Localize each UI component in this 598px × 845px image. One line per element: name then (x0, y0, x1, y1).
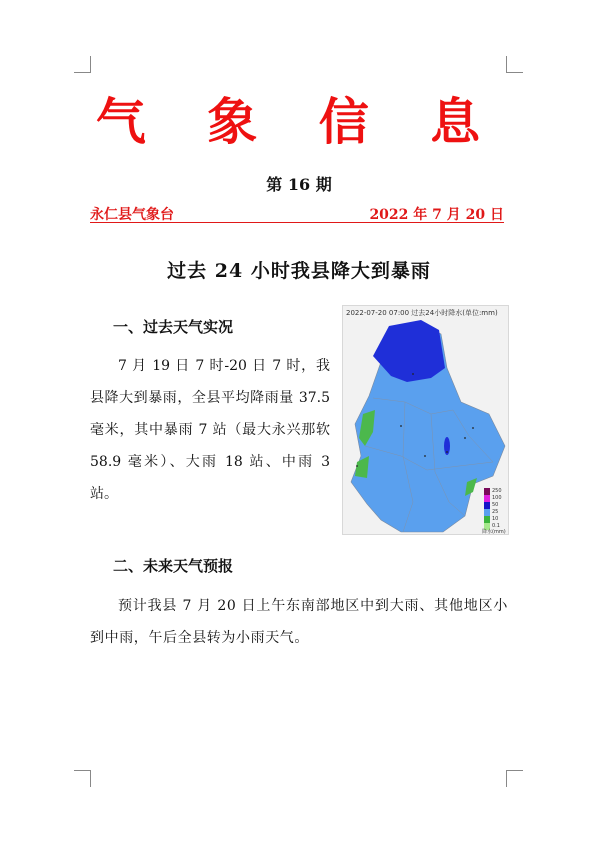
issue-number: 第 16 期 (266, 175, 332, 194)
legend-swatch (484, 502, 490, 509)
legend-entry (484, 502, 506, 509)
legend-label: 100 (492, 495, 502, 501)
precipitation-map (342, 305, 509, 535)
section-title-past-weather: 一、过去天气实况 (113, 318, 234, 336)
publisher-line (90, 204, 504, 223)
section-title-forecast: 二、未来天气预报 (113, 557, 234, 575)
legend-swatch (484, 495, 490, 502)
station-marker (424, 455, 426, 457)
publisher: 永仁县气象台 (90, 207, 174, 223)
legend-entry (484, 488, 506, 495)
legend-label: 25 (492, 509, 499, 515)
legend-label: 250 (492, 488, 502, 494)
station-marker (356, 465, 358, 467)
legend-entry (484, 516, 506, 523)
page-corner-mark (74, 56, 91, 73)
publish-date: 2022 年 7 月 20 日 (369, 207, 504, 223)
station-marker (400, 425, 402, 427)
station-marker (446, 451, 448, 453)
section-body-past-weather: 7 月 19 日 7 时-20 日 7 时，我县降大到暴雨，全县平均降雨量 37.5 毫米，其中暴雨 7 站（最大永兴那软 58.9 毫米）、大雨 18 站、中雨 3 站。 (90, 358, 330, 502)
station-marker (472, 427, 474, 429)
page-corner-mark (506, 56, 523, 73)
map-title: 2022-07-20 07:00 过去24小时降水(单位:mm) (346, 309, 498, 317)
legend-label: 0.1 (492, 523, 500, 529)
masthead-title: 气 象 信 息 (95, 92, 503, 151)
section-body-forecast: 预计我县 7 月 20 日上午东南部地区中到大雨、其他地区小到中雨，午后全县转为小雨天气。 (90, 598, 508, 646)
legend-label: 10 (492, 516, 499, 522)
legend-swatch (484, 488, 490, 495)
page-corner-mark (74, 770, 91, 787)
legend-entry (484, 509, 506, 516)
legend-swatch (484, 509, 490, 516)
legend-swatch (484, 516, 490, 523)
legend-unit: 降水(mm) (482, 529, 506, 535)
station-marker (412, 373, 414, 375)
legend-label: 50 (492, 502, 499, 508)
headline: 过去 24 小时我县降大到暴雨 (167, 260, 431, 282)
station-marker (464, 437, 466, 439)
page-corner-mark (506, 770, 523, 787)
legend-entry (484, 495, 506, 502)
